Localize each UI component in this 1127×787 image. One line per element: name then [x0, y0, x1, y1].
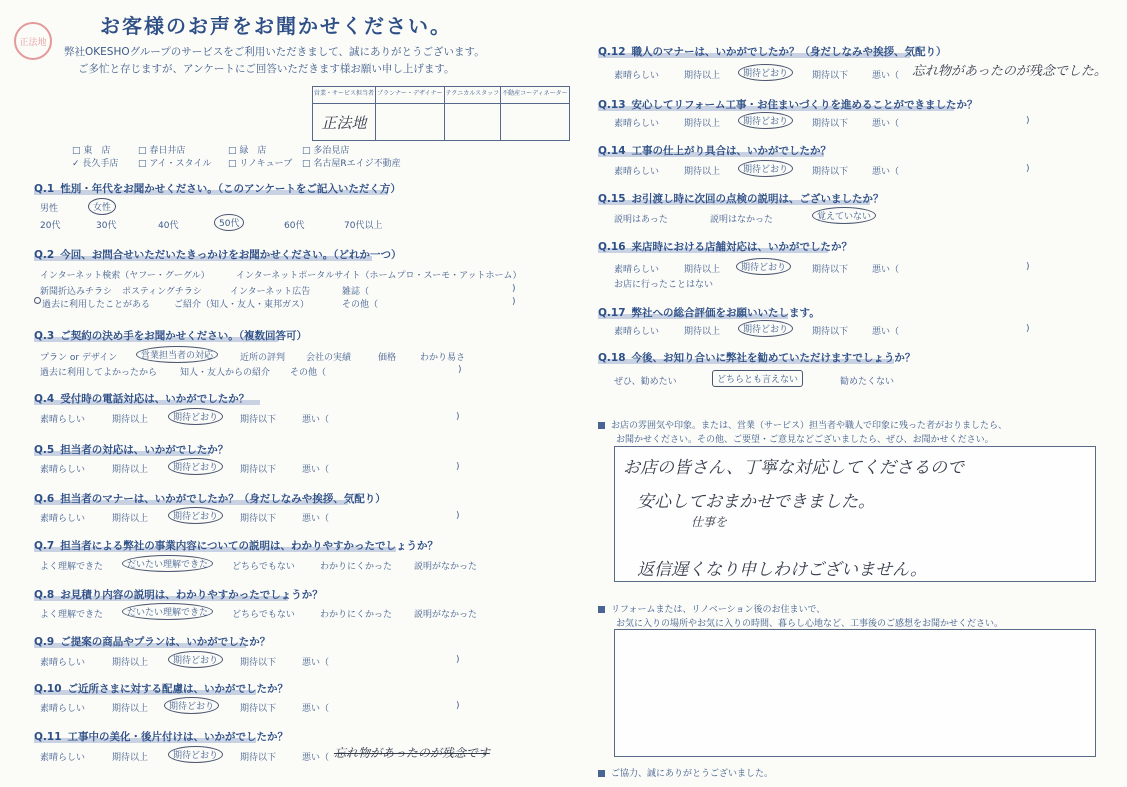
q8-opt-well[interactable]: よく理解できた [40, 610, 104, 620]
q11-opt-below[interactable]: 期待以下 [240, 753, 277, 763]
store-istyle[interactable]: □ アイ・スタイル [138, 159, 212, 169]
q2-past-user-label: 過去に利用したことがある [42, 300, 151, 310]
page-title: お客様のお声をお聞かせください。 [100, 14, 452, 38]
q11-question: Q.11 工事中の美化・後片付けは、いかがでしたか？ [34, 731, 289, 743]
q3-plan-design[interactable]: プラン or デザイン [40, 353, 118, 363]
q14-opt-expected[interactable]: 期待どおり [738, 160, 793, 177]
store-kasugai[interactable]: □ 春日井店 [138, 146, 186, 156]
section2-bullet-icon [598, 606, 605, 613]
q7-opt-well[interactable]: よく理解できた [40, 562, 104, 572]
seal-stamp [14, 22, 52, 60]
q14-opt-bad[interactable]: 悪い（ [872, 167, 900, 177]
intro-line-2: ご多忙と存じますが、アンケートにご回答いただきます様お願い申し上げます。 [78, 63, 455, 75]
q6-opt-below[interactable]: 期待以下 [240, 514, 277, 524]
q16-question: Q.16 来店時における店舗対応は、いかがでしたか？ [598, 241, 853, 253]
q3-question: Q.3 ご契約の決め手をお聞かせください。（複数回答可） [34, 330, 307, 342]
q11-opt-excellent[interactable]: 素晴らしい [40, 753, 86, 763]
q13-opt-excellent[interactable]: 素晴らしい [614, 119, 660, 129]
q3-price[interactable]: 価格 [378, 353, 397, 363]
section1-handwriting-line-1: お店の皆さん、丁寧な対応してくださるので [623, 458, 965, 478]
q5-opt-expected[interactable]: 期待どおり [168, 458, 223, 475]
q2-past-user[interactable] [34, 297, 41, 304]
section2-text-1: リフォームまたは、リノベーション後のお住まいで、 [598, 602, 825, 615]
q9-opt-bad[interactable]: 悪い（ [302, 658, 330, 668]
q9-opt-below[interactable]: 期待以下 [240, 658, 277, 668]
q3-clarity[interactable]: わかり易さ [420, 353, 466, 363]
q15-question: Q.15 お引渡し時に次回の点検の説明は、ございましたか？ [598, 193, 884, 205]
q14-opt-above[interactable]: 期待以上 [684, 167, 721, 177]
q11-opt-expected[interactable]: 期待どおり [168, 746, 223, 763]
q4-question: Q.4 受付時の電話対応は、いかがでしたか？ [34, 393, 250, 405]
q6-opt-above[interactable]: 期待以上 [112, 514, 149, 524]
q13-opt-bad[interactable]: 悪い（ [872, 119, 900, 129]
q16-opt-bad[interactable]: 悪い（ [872, 265, 900, 275]
store-midori[interactable]: □ 緑 店 [228, 146, 267, 156]
q10-opt-below[interactable]: 期待以下 [240, 704, 277, 714]
q4-opt-close: ) [456, 412, 460, 422]
q17-opt-above[interactable]: 期待以上 [684, 327, 721, 337]
q14-question: Q.14 工事の仕上がり具合は、いかがでしたか？ [598, 145, 832, 157]
q6-question: Q.6 担当者のマナーは、いかがでしたか？（身だしなみや挨拶、気配り） [34, 493, 386, 505]
section2-text-2: お気に入りの場所やお気に入りの時間、暮らし心地など、工事後のご感想をお聞かせください。 [616, 619, 1004, 629]
q14-opt-below[interactable]: 期待以下 [812, 167, 849, 177]
q18-opt-no[interactable]: 勧めたくない [840, 377, 895, 387]
q12-opt-expected[interactable]: 期待どおり [738, 64, 793, 81]
q7-opt-neither[interactable]: どちらでもない [232, 562, 295, 572]
q15-opt-explained[interactable]: 説明はあった [614, 215, 668, 225]
q3-friend-referral[interactable]: 知人・友人からの紹介 [180, 368, 271, 378]
q8-opt-mostly[interactable]: だいたい理解できた [122, 603, 213, 620]
closing-bullet-icon [598, 770, 605, 777]
q10-opt-excellent[interactable]: 素晴らしい [40, 704, 86, 714]
q5-question: Q.5 担当者の対応は、いかがでしたか？ [34, 444, 229, 456]
q16-opt-expected[interactable]: 期待どおり [736, 258, 791, 275]
q11-opt-above[interactable]: 期待以上 [112, 753, 149, 763]
q1-gender-female[interactable]: 女性 [88, 198, 116, 215]
q4-opt-excellent[interactable]: 素晴らしい [40, 415, 86, 425]
q2-other-close: ) [512, 297, 516, 307]
q7-opt-none[interactable]: 説明がなかった [414, 562, 478, 572]
q4-opt-below[interactable]: 期待以下 [240, 415, 277, 425]
q6-opt-expected[interactable]: 期待どおり [168, 507, 223, 524]
q2-referral[interactable]: ご紹介（知人・友人・東邦ガス） [174, 300, 310, 310]
q3-past-good[interactable]: 過去に利用してよかったから [40, 368, 158, 378]
q2-newspaper-flyer[interactable]: 新聞折込みチラシ [40, 287, 113, 297]
staff-cell-realestate [501, 104, 570, 141]
q8-opt-neither[interactable]: どちらでもない [232, 610, 295, 620]
section1-bullet-icon [598, 422, 605, 429]
q4-opt-bad[interactable]: 悪い（ [302, 415, 330, 425]
q3-track-record[interactable]: 会社の実績 [306, 353, 352, 363]
q1-age-60[interactable]: 60代 [284, 221, 305, 231]
q12-handwritten-note: 忘れ物があったのが残念でした。 [912, 64, 1107, 79]
section1-handwriting-insert: 仕事を [691, 515, 728, 529]
closing-message: ご協力、誠にありがとうございました。 [598, 766, 773, 779]
q13-opt-expected[interactable]: 期待どおり [738, 112, 793, 129]
q10-opt-bad[interactable]: 悪い（ [302, 704, 330, 714]
store-renocube[interactable]: □ リノキューブ [228, 159, 293, 169]
q3-sales-response[interactable]: 営業担当者の対応 [136, 346, 218, 363]
q4-opt-above[interactable]: 期待以上 [112, 415, 149, 425]
q2-posting-flyer[interactable]: ポスティングチラシ [122, 287, 202, 297]
staff-cell-planner [376, 104, 445, 141]
q5-opt-bad[interactable]: 悪い（ [302, 465, 330, 475]
staff-cell-technical [444, 104, 500, 141]
q14-opt-close: ) [1026, 164, 1030, 174]
q9-opt-expected[interactable]: 期待どおり [168, 651, 223, 668]
q1-age-40[interactable]: 40代 [158, 221, 179, 231]
q11-handwritten-note: 忘れ物があったのが残念です [334, 746, 490, 760]
q2-portal-site[interactable]: インターネットポータルサイト（ホームプロ・スーモ・アットホーム） [236, 271, 522, 281]
q5-opt-excellent[interactable]: 素晴らしい [40, 465, 86, 475]
q17-opt-expected[interactable]: 期待どおり [738, 320, 793, 337]
q17-question: Q.17 弊社への総合評価をお願いいたします。 [598, 307, 820, 319]
seal-stamp-text: 正法地 [19, 37, 47, 48]
q9-question: Q.9 ご提案の商品やプランは、いかがでしたか？ [34, 636, 271, 648]
q9-opt-close: ) [456, 655, 460, 665]
section1-handwriting-line-3: 返信遅くなり申しわけございません。 [637, 560, 928, 580]
store-nagoya-r-age[interactable]: □ 名古屋Rエイジ不動産 [302, 159, 401, 169]
intro-line-1: 弊社OKESHOグループのサービスをご利用いただきまして、誠にありがとうございます。 [64, 46, 485, 58]
q5-opt-below[interactable]: 期待以下 [240, 465, 277, 475]
q1-question: Q.1 性別・年代をお聞かせください。（このアンケートをご記入いただく方） [34, 183, 401, 195]
q15-opt-not-explained[interactable]: 説明はなかった [710, 215, 774, 225]
q9-opt-above[interactable]: 期待以上 [112, 658, 149, 668]
store-tajimi[interactable]: □ 多治見店 [302, 146, 350, 156]
q8-question: Q.8 お見積り内容の説明は、わかりやすかったでしょうか？ [34, 589, 323, 601]
q2-internet-search[interactable]: インターネット検索（ヤフー・グーグル） [40, 271, 210, 281]
q16-opt-above[interactable]: 期待以上 [684, 265, 721, 275]
staff-handwritten-name: 正法地 [321, 113, 367, 132]
staff-header-technical: テクニカルスタッフ [444, 87, 500, 104]
q12-opt-excellent[interactable]: 素晴らしい [614, 71, 660, 81]
staff-header-sales: 営業・サービス担当者 [313, 87, 376, 104]
section1-answer-box[interactable] [614, 446, 1096, 582]
section1-text-1: お店の雰囲気や印象。または、営業（サービス）担当者や職人で印象に残った者がおりましたら、 [598, 418, 1007, 431]
store-nagakute[interactable]: ✓ 長久手店 [72, 159, 119, 169]
q12-question: Q.12 職人のマナーは、いかがでしたか？（身だしなみや挨拶、気配り） [598, 46, 947, 58]
q2-internet-ad[interactable]: インターネット広告 [230, 287, 311, 297]
q10-opt-expected[interactable]: 期待どおり [164, 697, 219, 714]
q17-opt-close: ) [1026, 324, 1030, 334]
q18-opt-neither[interactable]: どちらとも言えない [712, 370, 803, 387]
store-east[interactable]: □ 東 店 [72, 146, 111, 156]
q13-question: Q.13 安心してリフォーム工事・お住まいづくりを進めることができましたか？ [598, 99, 978, 111]
q6-opt-close: ) [456, 511, 460, 521]
q16-opt-close: ) [1026, 262, 1030, 272]
q17-opt-bad[interactable]: 悪い（ [872, 327, 900, 337]
staff-table [312, 86, 570, 141]
q1-age-70[interactable]: 70代以上 [344, 221, 383, 231]
q1-age-30[interactable]: 30代 [96, 221, 117, 231]
q6-opt-excellent[interactable]: 素晴らしい [40, 514, 86, 524]
q10-question: Q.10 ご近所さまに対する配慮は、いかがでしたか？ [34, 683, 289, 695]
section2-answer-box[interactable] [614, 629, 1096, 757]
q8-opt-hard[interactable]: わかりにくかった [320, 610, 393, 620]
q2-magazine[interactable]: 雑誌（ [342, 287, 370, 297]
q1-age-20[interactable]: 20代 [40, 221, 61, 231]
q16-opt-never-visited[interactable]: お店に行ったことはない [614, 280, 714, 290]
q2-magazine-close: ) [512, 284, 516, 294]
q7-opt-mostly[interactable]: だいたい理解できた [122, 555, 213, 572]
q10-opt-above[interactable]: 期待以上 [112, 704, 149, 714]
q3-other[interactable]: その他（ [290, 368, 327, 378]
staff-header-planner: プランナー・デザイナー [376, 87, 445, 104]
staff-header-realestate: 不動産コーディネーター [501, 87, 570, 104]
staff-cell-sales [313, 104, 376, 141]
q15-opt-dont-remember[interactable]: 覚えていない [812, 207, 876, 224]
q5-opt-close: ) [456, 462, 460, 472]
q9-opt-excellent[interactable]: 素晴らしい [40, 658, 86, 668]
q13-opt-below[interactable]: 期待以下 [812, 119, 849, 129]
q17-opt-below[interactable]: 期待以下 [812, 327, 849, 337]
q18-question: Q.18 今後、お知り合いに弊社を勧めていただけますでしょうか？ [598, 352, 916, 364]
section1-handwriting-line-2: 安心しておまかせできました。 [637, 492, 875, 512]
q11-opt-bad[interactable]: 悪い（ [302, 753, 330, 763]
q1-age-50[interactable]: 50代 [214, 214, 244, 231]
q2-question: Q.2 今回、お問合せいただいたきっかけをお聞かせください。（どれか一つ） [34, 249, 402, 261]
section1-text-2: お聞かせください。その他、ご要望・ご意見などございましたら、ぜひ、お聞かせください。 [616, 435, 994, 445]
q18-opt-definitely[interactable]: ぜひ、勧めたい [614, 377, 677, 387]
q17-opt-excellent[interactable]: 素晴らしい [614, 327, 660, 337]
q12-opt-below[interactable]: 期待以下 [812, 71, 849, 81]
q5-opt-above[interactable]: 期待以上 [112, 465, 149, 475]
q6-opt-bad[interactable]: 悪い（ [302, 514, 330, 524]
q3-reputation[interactable]: 近所の評判 [240, 353, 286, 363]
q4-opt-expected[interactable]: 期待どおり [168, 408, 223, 425]
q13-opt-close: ) [1026, 116, 1030, 126]
q2-other[interactable]: その他（ [342, 300, 379, 310]
q10-opt-close: ) [456, 701, 460, 711]
q16-opt-excellent[interactable]: 素晴らしい [614, 265, 660, 275]
q12-opt-above[interactable]: 期待以上 [684, 71, 721, 81]
q14-opt-excellent[interactable]: 素晴らしい [614, 167, 660, 177]
q1-gender-male[interactable]: 男性 [40, 204, 59, 214]
q7-opt-hard[interactable]: わかりにくかった [320, 562, 393, 572]
q12-opt-bad[interactable]: 悪い（ [872, 71, 900, 81]
q3-other-close: ) [458, 365, 462, 375]
q13-opt-above[interactable]: 期待以上 [684, 119, 721, 129]
q16-opt-below[interactable]: 期待以下 [812, 265, 849, 275]
q7-question: Q.7 担当者による弊社の事業内容についての説明は、わかりやすかったでしょうか？ [34, 540, 439, 552]
q8-opt-none[interactable]: 説明がなかった [414, 610, 478, 620]
